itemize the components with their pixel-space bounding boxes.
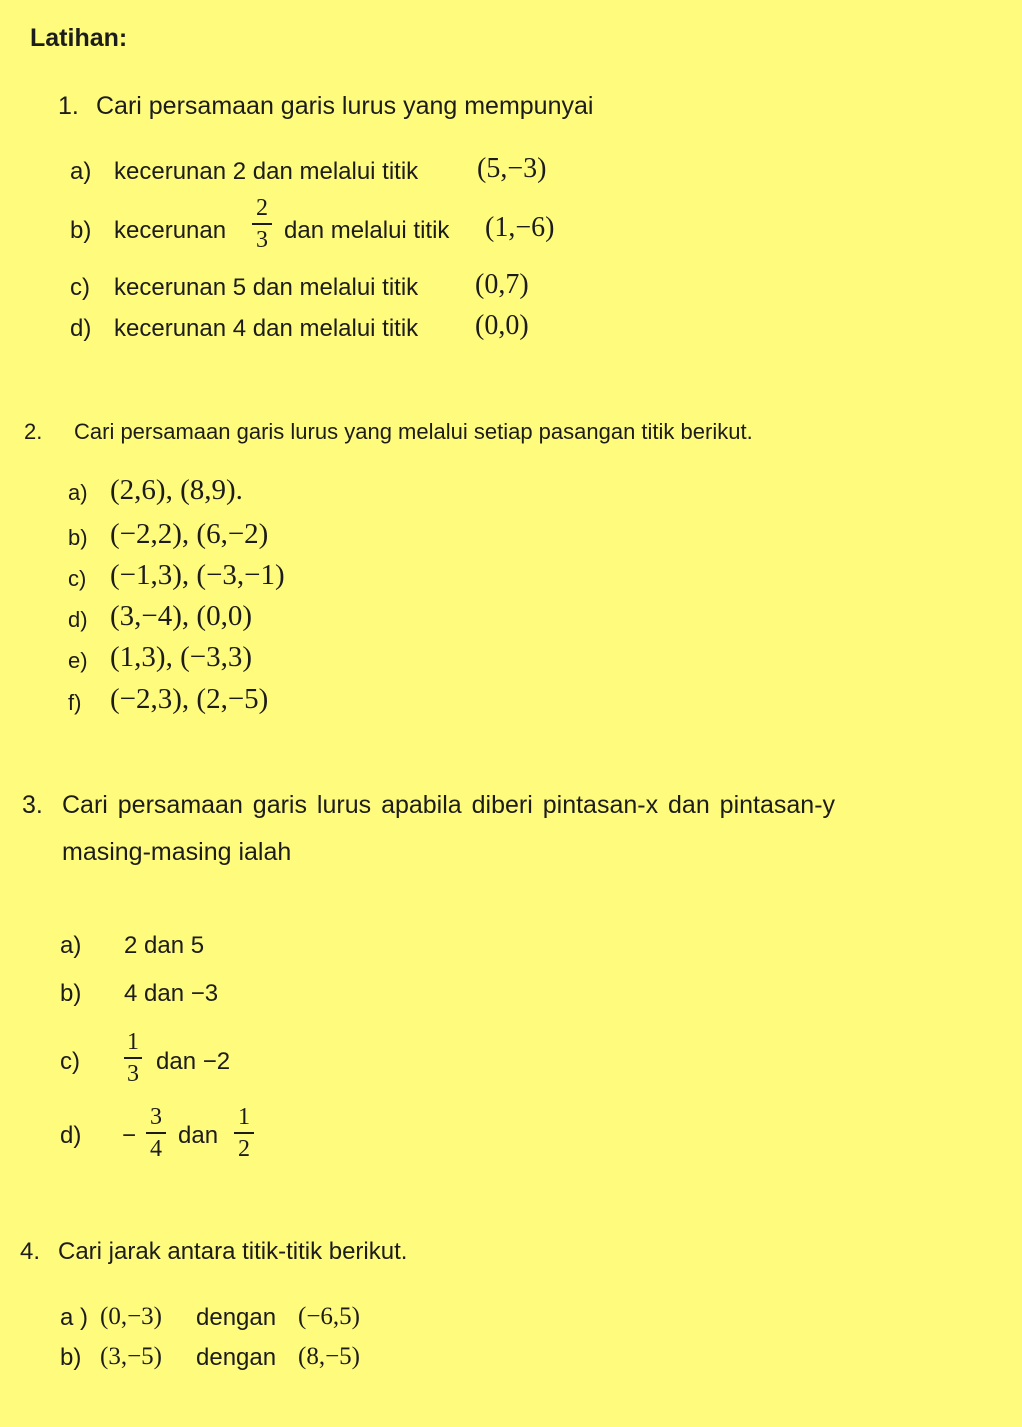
item-label: b) (60, 980, 82, 1007)
point-pair: (2,6), (8,9). (110, 474, 243, 506)
question-text: Cari persamaan garis lurus yang mempunyai (96, 92, 594, 120)
fraction-numerator: 3 (150, 1104, 162, 1130)
point-pair: (1,3), (−3,3) (110, 641, 252, 673)
question-text: Cari persamaan garis lurus apabila diberi pintasan-x dan pintasan-y (62, 791, 836, 819)
point-value: (0,−3) (100, 1303, 162, 1330)
point-pair: (−2,2), (6,−2) (110, 518, 269, 550)
intercept-fraction (146, 1105, 166, 1161)
question-number: 3. (22, 791, 43, 819)
point-value: (−6,5) (298, 1303, 360, 1330)
item-label: e) (68, 648, 88, 673)
minus-sign: − (122, 1122, 137, 1149)
item-text: kecerunan (114, 217, 227, 244)
item-label: d) (70, 315, 92, 342)
fraction-bar (252, 223, 272, 225)
item-label: c) (70, 274, 90, 301)
item-label: c) (60, 1048, 80, 1075)
item-label: a) (68, 480, 88, 505)
fraction-bar (234, 1132, 254, 1134)
item-text: 2 dan 5 (124, 932, 205, 959)
item-label: d) (60, 1122, 82, 1149)
slope-fraction (252, 196, 272, 252)
point-pair: (−1,3), (−3,−1) (110, 559, 285, 591)
intercept-fraction (124, 1030, 142, 1086)
point-pair: (3,−4), (0,0) (110, 600, 252, 632)
item-label: a) (70, 158, 92, 185)
point-value: (5,−3) (477, 153, 547, 184)
item-text: dengan (196, 1344, 277, 1371)
question-text-continued: masing-masing ialah (62, 838, 292, 866)
item-text: kecerunan 2 dan melalui titik (114, 158, 419, 185)
fraction-numerator: 1 (238, 1104, 250, 1130)
item-text: dengan (196, 1304, 277, 1331)
point-value: (0,0) (475, 310, 529, 341)
fraction-denominator: 4 (150, 1136, 162, 1162)
question-text: Cari jarak antara titik-titik berikut. (58, 1238, 408, 1265)
item-text: dan (178, 1122, 219, 1149)
item-label: c) (68, 566, 87, 591)
fraction-bar (124, 1057, 142, 1059)
question-number: 1. (58, 92, 79, 120)
fraction-denominator: 2 (238, 1136, 250, 1162)
point-value: (1,−6) (485, 212, 555, 243)
question-number: 4. (20, 1238, 41, 1265)
item-label: b) (68, 525, 88, 550)
item-label: a) (60, 932, 82, 959)
intercept-fraction (234, 1105, 254, 1161)
item-label: d) (68, 607, 88, 632)
fraction-denominator: 3 (256, 227, 268, 253)
fraction-numerator: 2 (256, 195, 268, 221)
item-label: f) (68, 690, 82, 715)
item-text: kecerunan 4 dan melalui titik (114, 315, 419, 342)
item-text: 4 dan −3 (124, 980, 219, 1007)
item-text: dan melalui titik (284, 217, 450, 244)
point-value: (0,7) (475, 269, 529, 300)
fraction-denominator: 3 (127, 1061, 139, 1087)
point-value: (3,−5) (100, 1343, 162, 1370)
question-number: 2. (24, 419, 43, 444)
item-text: kecerunan 5 dan melalui titik (114, 274, 419, 301)
point-value: (8,−5) (298, 1343, 360, 1370)
question-text: Cari persamaan garis lurus yang melalui setiap pasangan titik berikut. (74, 419, 753, 444)
fraction-numerator: 1 (127, 1029, 139, 1055)
page-title: Latihan: (30, 24, 128, 52)
fraction-bar (146, 1132, 166, 1134)
item-label: b) (70, 217, 92, 244)
item-label: a ) (60, 1304, 89, 1331)
item-label: b) (60, 1344, 82, 1371)
item-text: dan −2 (156, 1048, 231, 1075)
point-pair: (−2,3), (2,−5) (110, 683, 269, 715)
